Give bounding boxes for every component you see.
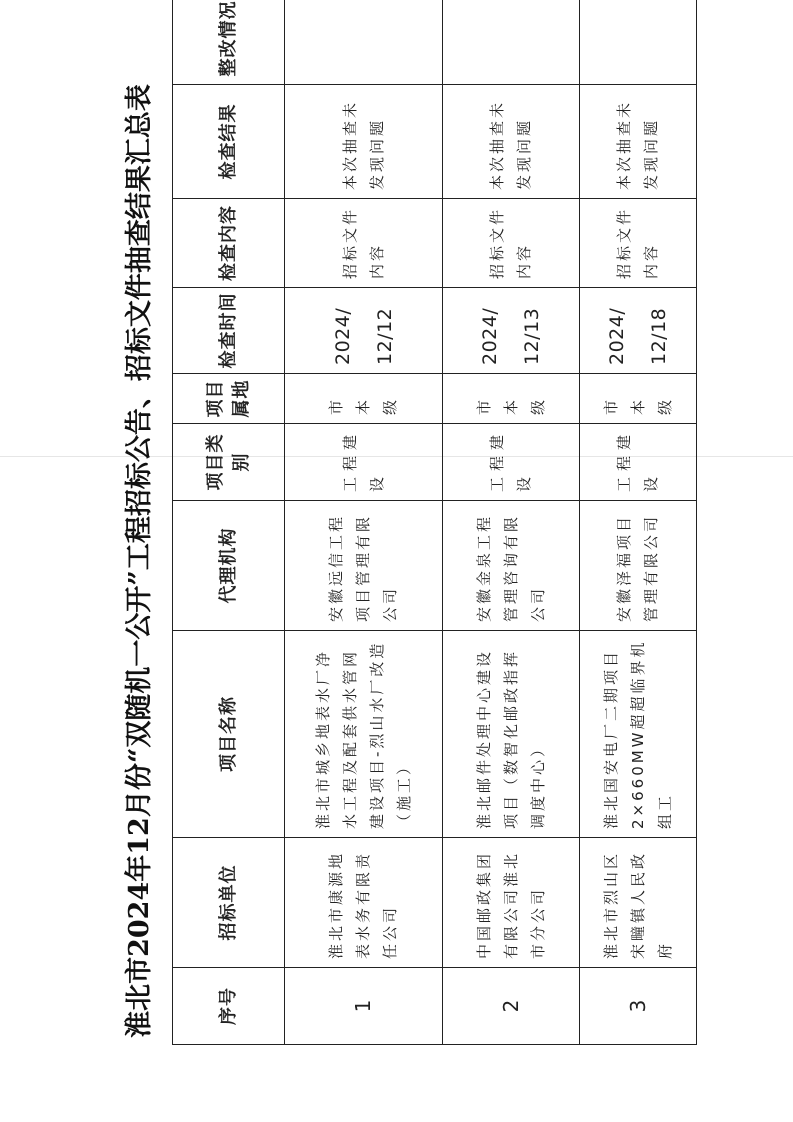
cell-project-name: 淮北邮件处理中心建设项目（数智化邮政指挥调度中心） bbox=[443, 631, 580, 838]
header-project-type: 项目类别 bbox=[173, 424, 285, 501]
cell-rectification bbox=[285, 0, 443, 85]
header-bid-unit: 招标单位 bbox=[173, 838, 285, 968]
cell-check-content: 招标文件内容 bbox=[580, 199, 697, 288]
header-index: 序号 bbox=[173, 968, 285, 1045]
cell-check-time: 2024/12/12 bbox=[285, 288, 443, 374]
cell-check-time: 2024/12/18 bbox=[580, 288, 697, 374]
header-check-time: 检查时间 bbox=[173, 288, 285, 374]
header-project-location: 项目属地 bbox=[173, 374, 285, 424]
cell-check-result: 本次抽查未发现问题 bbox=[285, 85, 443, 199]
cell-project-type: 工程建设 bbox=[443, 424, 580, 501]
cell-index: 2 bbox=[443, 968, 580, 1045]
cell-project-name: 淮北国安电厂二期项目2×660MW超超临界机组工 bbox=[580, 631, 697, 838]
header-check-content: 检查内容 bbox=[173, 199, 285, 288]
table-row bbox=[443, 0, 580, 1045]
cell-agency: 安徽金泉工程管理咨询有限公司 bbox=[443, 501, 580, 631]
cell-agency: 安徽远信工程项目管理有限公司 bbox=[285, 501, 443, 631]
cell-rectification bbox=[443, 0, 580, 85]
cell-project-name: 淮北市城乡地表水厂净水工程及配套供水管网建设项目-烈山水厂改造（施工） bbox=[285, 631, 443, 838]
cell-check-content: 招标文件内容 bbox=[443, 199, 580, 288]
results-table bbox=[172, 0, 697, 1045]
cell-check-result: 本次抽查未发现问题 bbox=[580, 85, 697, 199]
header-agency: 代理机构 bbox=[173, 501, 285, 631]
cell-index: 3 bbox=[580, 968, 697, 1045]
cell-bid-unit: 淮北市烈山区宋疃镇人民政府 bbox=[580, 838, 697, 968]
cell-bid-unit: 中国邮政集团有限公司淮北市分公司 bbox=[443, 838, 580, 968]
header-project-name: 项目名称 bbox=[173, 631, 285, 838]
table-row bbox=[580, 0, 697, 1045]
cell-index: 1 bbox=[285, 968, 443, 1045]
cell-rectification bbox=[580, 0, 697, 85]
cell-project-location: 市本级 bbox=[443, 374, 580, 424]
header-rectification: 整改情况 bbox=[173, 0, 285, 85]
cell-check-time: 2024/12/13 bbox=[443, 288, 580, 374]
cell-agency: 安徽泽福项目管理有限公司 bbox=[580, 501, 697, 631]
cell-project-type: 工程建设 bbox=[580, 424, 697, 501]
table-row bbox=[285, 0, 443, 1045]
cell-project-location: 市本级 bbox=[580, 374, 697, 424]
header-check-result: 检查结果 bbox=[173, 85, 285, 199]
cell-project-type: 工程建设 bbox=[285, 424, 443, 501]
table-header-row bbox=[173, 0, 285, 1045]
cell-check-result: 本次抽查未发现问题 bbox=[443, 85, 580, 199]
cell-check-content: 招标文件内容 bbox=[285, 199, 443, 288]
cell-bid-unit: 淮北市康源地表水务有限责任公司 bbox=[285, 838, 443, 968]
document-title: 淮北市2024年12月份“双随机一公开”工程招标公告、招标文件抽查结果汇总表 bbox=[124, 84, 155, 1038]
cell-project-location: 市本级 bbox=[285, 374, 443, 424]
